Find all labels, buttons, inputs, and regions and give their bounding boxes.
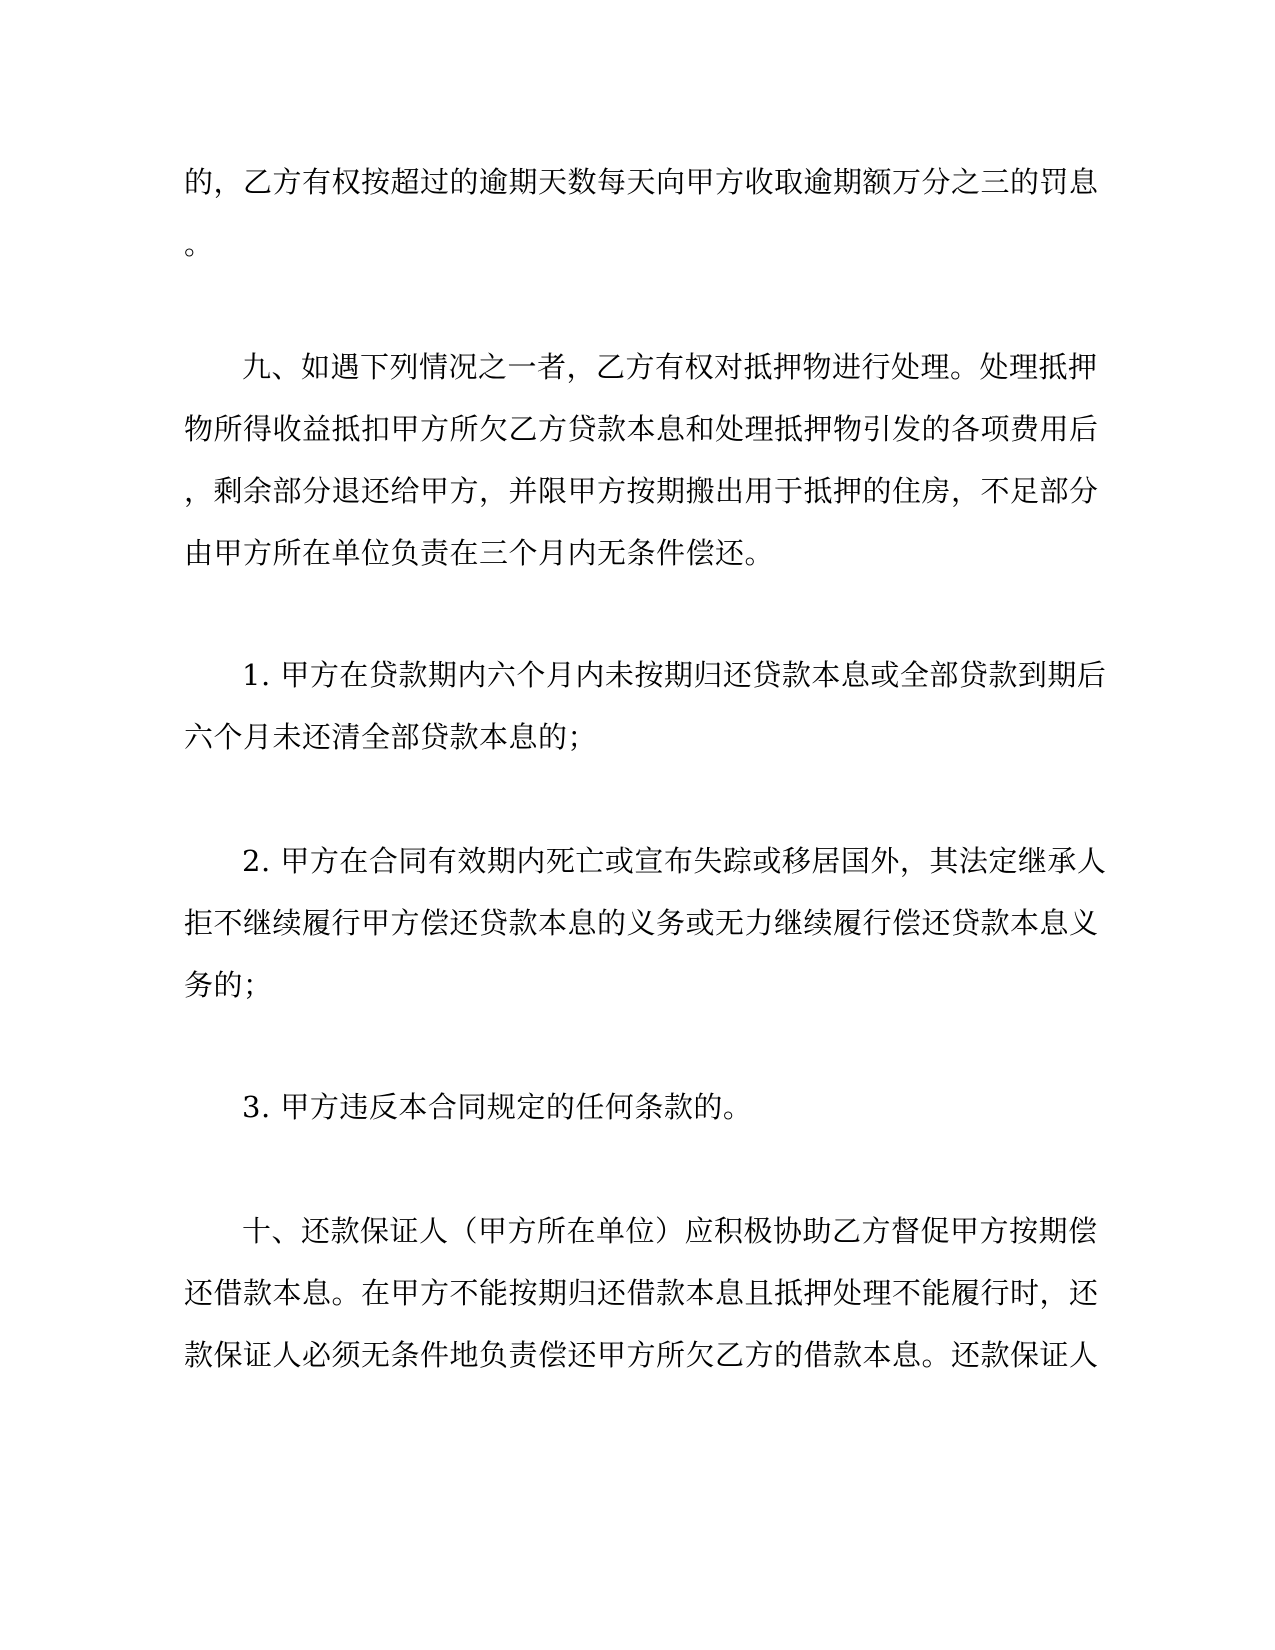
clause-nine-heading-line: 九、如遇下列情况之一者，乙方有权对抵押物进行处理。处理抵押 bbox=[242, 350, 1098, 384]
clause-ten-heading-line: 十、还款保证人（甲方所在单位）应积极协助乙方督促甲方按期偿 bbox=[242, 1214, 1098, 1248]
text-line: ，剩余部分退还给甲方，并限甲方按期搬出用于抵押的住房，不足部分 bbox=[184, 474, 1099, 508]
text-line: 由甲方所在单位负责在三个月内无条件偿还。 bbox=[184, 536, 775, 570]
list-item-1-line: 1. 甲方在贷款期内六个月内未按期归还贷款本息或全部贷款到期后 bbox=[242, 658, 1107, 692]
text-line: 。 bbox=[184, 227, 214, 261]
text-line: 款保证人必须无条件地负责偿还甲方所欠乙方的借款本息。还款保证人 bbox=[184, 1338, 1099, 1372]
text-line: 还借款本息。在甲方不能按期归还借款本息且抵押处理不能履行时，还 bbox=[184, 1276, 1099, 1310]
text-line: 六个月未还清全部贷款本息的； bbox=[184, 720, 598, 754]
text-line: 务的； bbox=[184, 968, 273, 1002]
text-line: 物所得收益抵扣甲方所欠乙方贷款本息和处理抵押物引发的各项费用后 bbox=[184, 412, 1099, 446]
text-line: 的，乙方有权按超过的逾期天数每天向甲方收取逾期额万分之三的罚息 bbox=[184, 165, 1099, 199]
list-item-3-line: 3. 甲方违反本合同规定的任何条款的。 bbox=[242, 1090, 753, 1124]
list-item-2-line: 2. 甲方在合同有效期内死亡或宣布失踪或移居国外，其法定继承人 bbox=[242, 844, 1107, 878]
text-line: 拒不继续履行甲方偿还贷款本息的义务或无力继续履行偿还贷款本息义 bbox=[184, 906, 1099, 940]
